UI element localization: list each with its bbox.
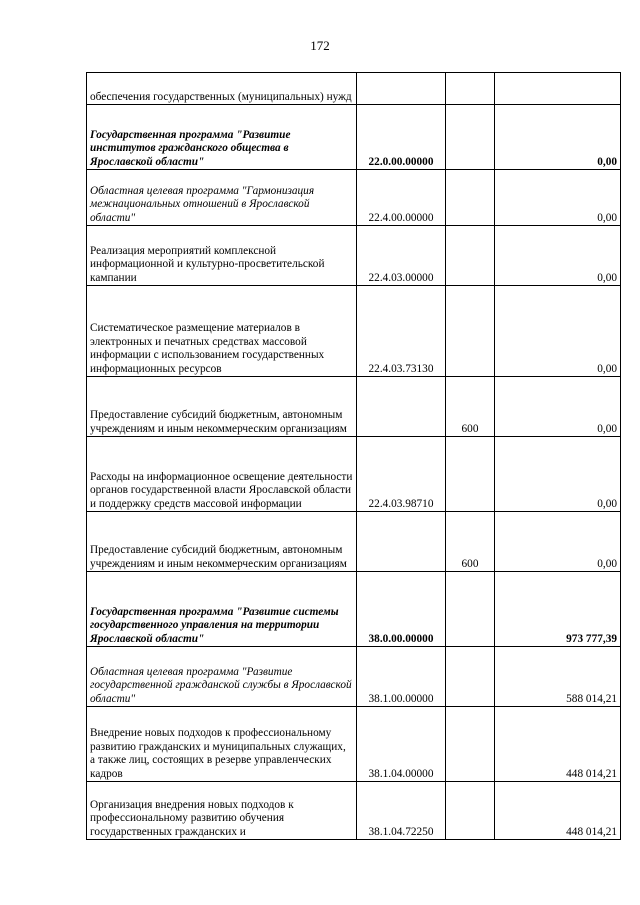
row-code bbox=[357, 377, 446, 437]
row-code: 38.1.00.00000 bbox=[357, 647, 446, 707]
row-expense-type bbox=[446, 170, 495, 226]
row-sum: 973 777,39 bbox=[495, 572, 621, 647]
row-code: 22.4.03.00000 bbox=[357, 226, 446, 286]
row-code: 38.1.04.72250 bbox=[357, 782, 446, 840]
table-row bbox=[87, 377, 621, 437]
row-name: Областная целевая программа "Гармонизация межнациональных отношений в Ярославской области" bbox=[87, 170, 357, 226]
table-row bbox=[87, 572, 621, 647]
row-expense-type: 600 bbox=[446, 377, 495, 437]
row-code: 22.4.03.73130 bbox=[357, 286, 446, 377]
row-expense-type bbox=[446, 707, 495, 782]
table-row bbox=[87, 286, 621, 377]
table-row bbox=[87, 512, 621, 572]
row-expense-type bbox=[446, 437, 495, 512]
row-sum: 448 014,21 bbox=[495, 782, 621, 840]
row-name: Государственная программа "Развитие системы государственного управления на территории Ярославской области" bbox=[87, 572, 357, 647]
table-row bbox=[87, 170, 621, 226]
row-name: обеспечения государственных (муниципальных) нужд bbox=[87, 73, 357, 105]
row-sum: 448 014,21 bbox=[495, 707, 621, 782]
row-code: 38.1.04.00000 bbox=[357, 707, 446, 782]
row-sum: 0,00 bbox=[495, 437, 621, 512]
row-name: Внедрение новых подходов к профессиональному развитию гражданских и муниципальных служащих, а также лиц, состоящих в резерве управленческих кадров bbox=[87, 707, 357, 782]
row-sum: 588 014,21 bbox=[495, 647, 621, 707]
row-name: Предоставление субсидий бюджетным, автономным учреждениям и иным некоммерческим организациям bbox=[87, 377, 357, 437]
row-name: Расходы на информационное освещение деятельности органов государственной власти Ярославской области и поддержку средств массовой информации bbox=[87, 437, 357, 512]
page-number: 172 bbox=[310, 38, 330, 53]
table-row bbox=[87, 226, 621, 286]
row-sum: 0,00 bbox=[495, 377, 621, 437]
table-row bbox=[87, 707, 621, 782]
row-sum bbox=[495, 73, 621, 105]
row-sum: 0,00 bbox=[495, 512, 621, 572]
row-expense-type bbox=[446, 73, 495, 105]
row-expense-type bbox=[446, 647, 495, 707]
row-name: Организация внедрения новых подходов к профессиональному развитию обучения государственных гражданских и bbox=[87, 782, 357, 840]
row-sum: 0,00 bbox=[495, 226, 621, 286]
row-expense-type bbox=[446, 572, 495, 647]
table-row bbox=[87, 105, 621, 170]
row-sum: 0,00 bbox=[495, 105, 621, 170]
budget-table bbox=[86, 72, 621, 840]
row-name: Предоставление субсидий бюджетным, автономным учреждениям и иным некоммерческим организациям bbox=[87, 512, 357, 572]
row-expense-type bbox=[446, 286, 495, 377]
row-expense-type bbox=[446, 105, 495, 170]
row-code: 38.0.00.00000 bbox=[357, 572, 446, 647]
table-row bbox=[87, 782, 621, 840]
row-expense-type bbox=[446, 226, 495, 286]
row-name: Систематическое размещение материалов в электронных и печатных средствах массовой информации с использованием государственных информационных ресурсов bbox=[87, 286, 357, 377]
row-name: Областная целевая программа "Развитие государственной гражданской службы в Ярославской области" bbox=[87, 647, 357, 707]
row-name: Государственная программа "Развитие институтов гражданского общества в Ярославской области" bbox=[87, 105, 357, 170]
row-sum: 0,00 bbox=[495, 286, 621, 377]
table-row bbox=[87, 647, 621, 707]
row-name: Реализация мероприятий комплексной информационной и культурно-просветительской кампании bbox=[87, 226, 357, 286]
row-sum: 0,00 bbox=[495, 170, 621, 226]
row-code: 22.4.03.98710 bbox=[357, 437, 446, 512]
table-row bbox=[87, 437, 621, 512]
row-code bbox=[357, 512, 446, 572]
table-row bbox=[87, 73, 621, 105]
row-expense-type: 600 bbox=[446, 512, 495, 572]
row-code: 22.4.00.00000 bbox=[357, 170, 446, 226]
row-expense-type bbox=[446, 782, 495, 840]
row-code: 22.0.00.00000 bbox=[357, 105, 446, 170]
row-code bbox=[357, 73, 446, 105]
